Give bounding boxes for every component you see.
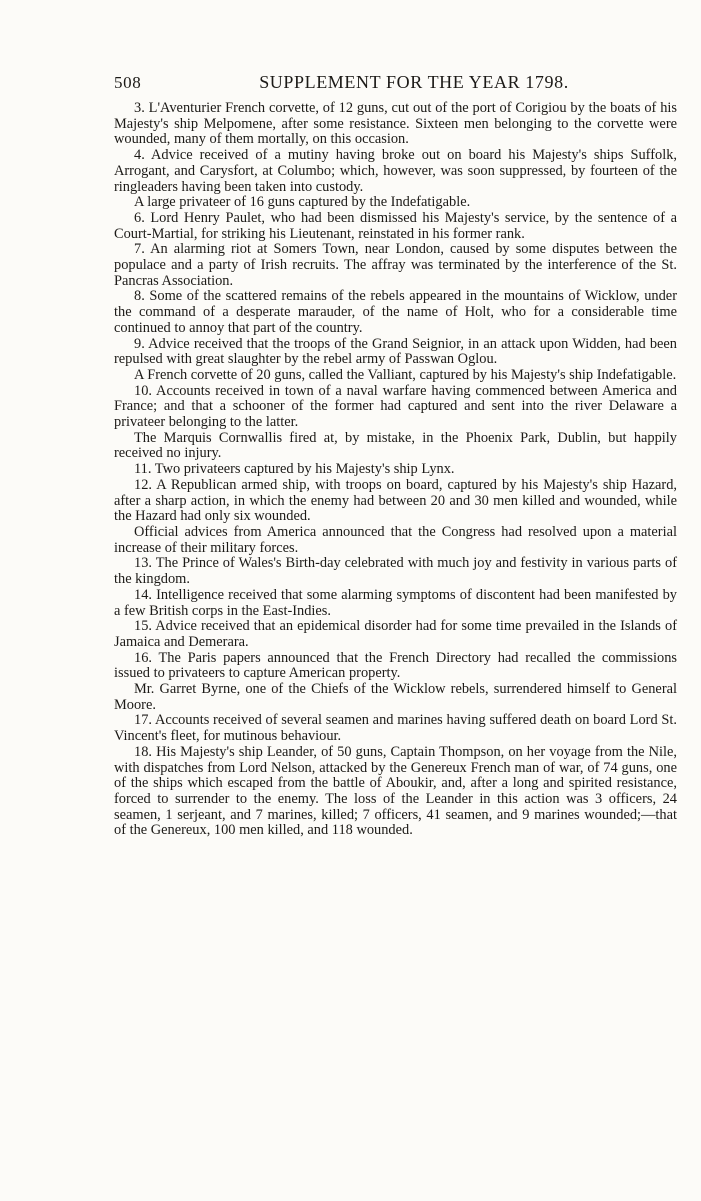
entry-paragraph: The Marquis Cornwallis fired at, by mistake, in the Phoenix Park, Dublin, but happily received no injury. — [114, 429, 677, 462]
page-body — [114, 101, 677, 839]
entry-paragraph: 16. The Paris papers announced that the French Directory had recalled the commissions issued to privateers to capture American property. — [114, 649, 677, 682]
entry-paragraph: A French corvette of 20 guns, called the Valliant, captured by his Majesty's ship Indefatigable. — [134, 366, 677, 383]
entry-paragraph: 6. Lord Henry Paulet, who had been dismissed his Majesty's service, by the sentence of a Court-Martial, for striking his Lieutenant, reinstated in his former rank. — [114, 209, 677, 242]
page-number: 508 — [114, 73, 142, 92]
entry-paragraph: 9. Advice received that the troops of the Grand Seignior, in an attack upon Widden, had been repulsed with great slaughter by the rebel army of Passwan Oglou. — [114, 335, 677, 368]
entry-paragraph: 10. Accounts received in town of a naval warfare having commenced between America and France; and that a schooner of the former had captured and sent into the river Delaware a privateer belonging to the latter. — [114, 382, 677, 431]
running-head — [114, 72, 680, 93]
entry-paragraph: 11. Two privateers captured by his Majesty's ship Lynx. — [134, 461, 455, 478]
entry-paragraph: Mr. Garret Byrne, one of the Chiefs of the Wicklow rebels, surrendered himself to General Moore. — [114, 681, 677, 713]
entry-paragraph: 14. Intelligence received that some alarming symptoms of discontent had been manifested by a few British corps in the East-Indies. — [114, 586, 677, 619]
entry-paragraph: Official advices from America announced that the Congress had resolved upon a material increase of their military forces. — [114, 523, 677, 556]
entry-paragraph: 13. The Prince of Wales's Birth-day celebrated with much joy and festivity in various parts of the kingdom. — [114, 555, 677, 588]
entry-paragraph: A large privateer of 16 guns captured by the Indefatigable. — [134, 194, 471, 211]
entry-paragraph: 17. Accounts received of several seamen and marines having suffered death on board Lord St. Vincent's fleet, for mutinous behaviour. — [114, 712, 677, 745]
page-title: SUPPLEMENT FOR THE YEAR 1798. — [259, 72, 569, 92]
entry-paragraph: 12. A Republican armed ship, with troops on board, captured by his Majesty's ship Hazard, after a sharp action, in which the enemy had between 20 and 30 men killed and wounded, while the Hazard had only six wounded. — [114, 476, 677, 525]
entry-paragraph: 15. Advice received that an epidemical disorder had for some time prevailed in the Islands of Jamaica and Demerara. — [114, 618, 677, 650]
entry-paragraph: 18. His Majesty's ship Leander, of 50 guns, Captain Thompson, on her voyage from the Nile, with dispatches from Lord Nelson, attacked by the Genereux French man of war, of 74 guns, one of the ships which escaped from the battle of Aboukir, and, after a long and spirited resistance, forced to surrender to the enemy. The loss of the Leander in this action was 3 officers, 24 seamen, 1 serjeant, and 7 marines, killed; 7 officers, 41 seamen, and 9 marines wounded;—that of the Genereux, 100 men killed, and 118 wounded. — [114, 743, 677, 839]
entry-paragraph: 7. An alarming riot at Somers Town, near London, caused by some disputes between the populace and a party of Irish recruits. The affray was terminated by the interference of the St. Pancras Association. — [114, 241, 677, 289]
entry-paragraph: 4. Advice received of a mutiny having broke out on board his Majesty's ships Suffolk, Arrogant, and Carysfort, at Columbo; which, however, was soon suppressed, by fourteen of the ringleaders having been taken into custody. — [114, 147, 677, 195]
entry-paragraph: 8. Some of the scattered remains of the rebels appeared in the mountains of Wicklow, under the command of a desperate marauder, of the name of Holt, who for a considerable time continued to annoy that part of the country. — [114, 288, 677, 336]
entry-paragraph: 3. L'Aventurier French corvette, of 12 guns, cut out of the port of Corigiou by the boats of his Majesty's ship Melpomene, after some resistance. Sixteen men belonging to the corvette were wounded, many of them mortally, on this occasion. — [114, 100, 677, 148]
